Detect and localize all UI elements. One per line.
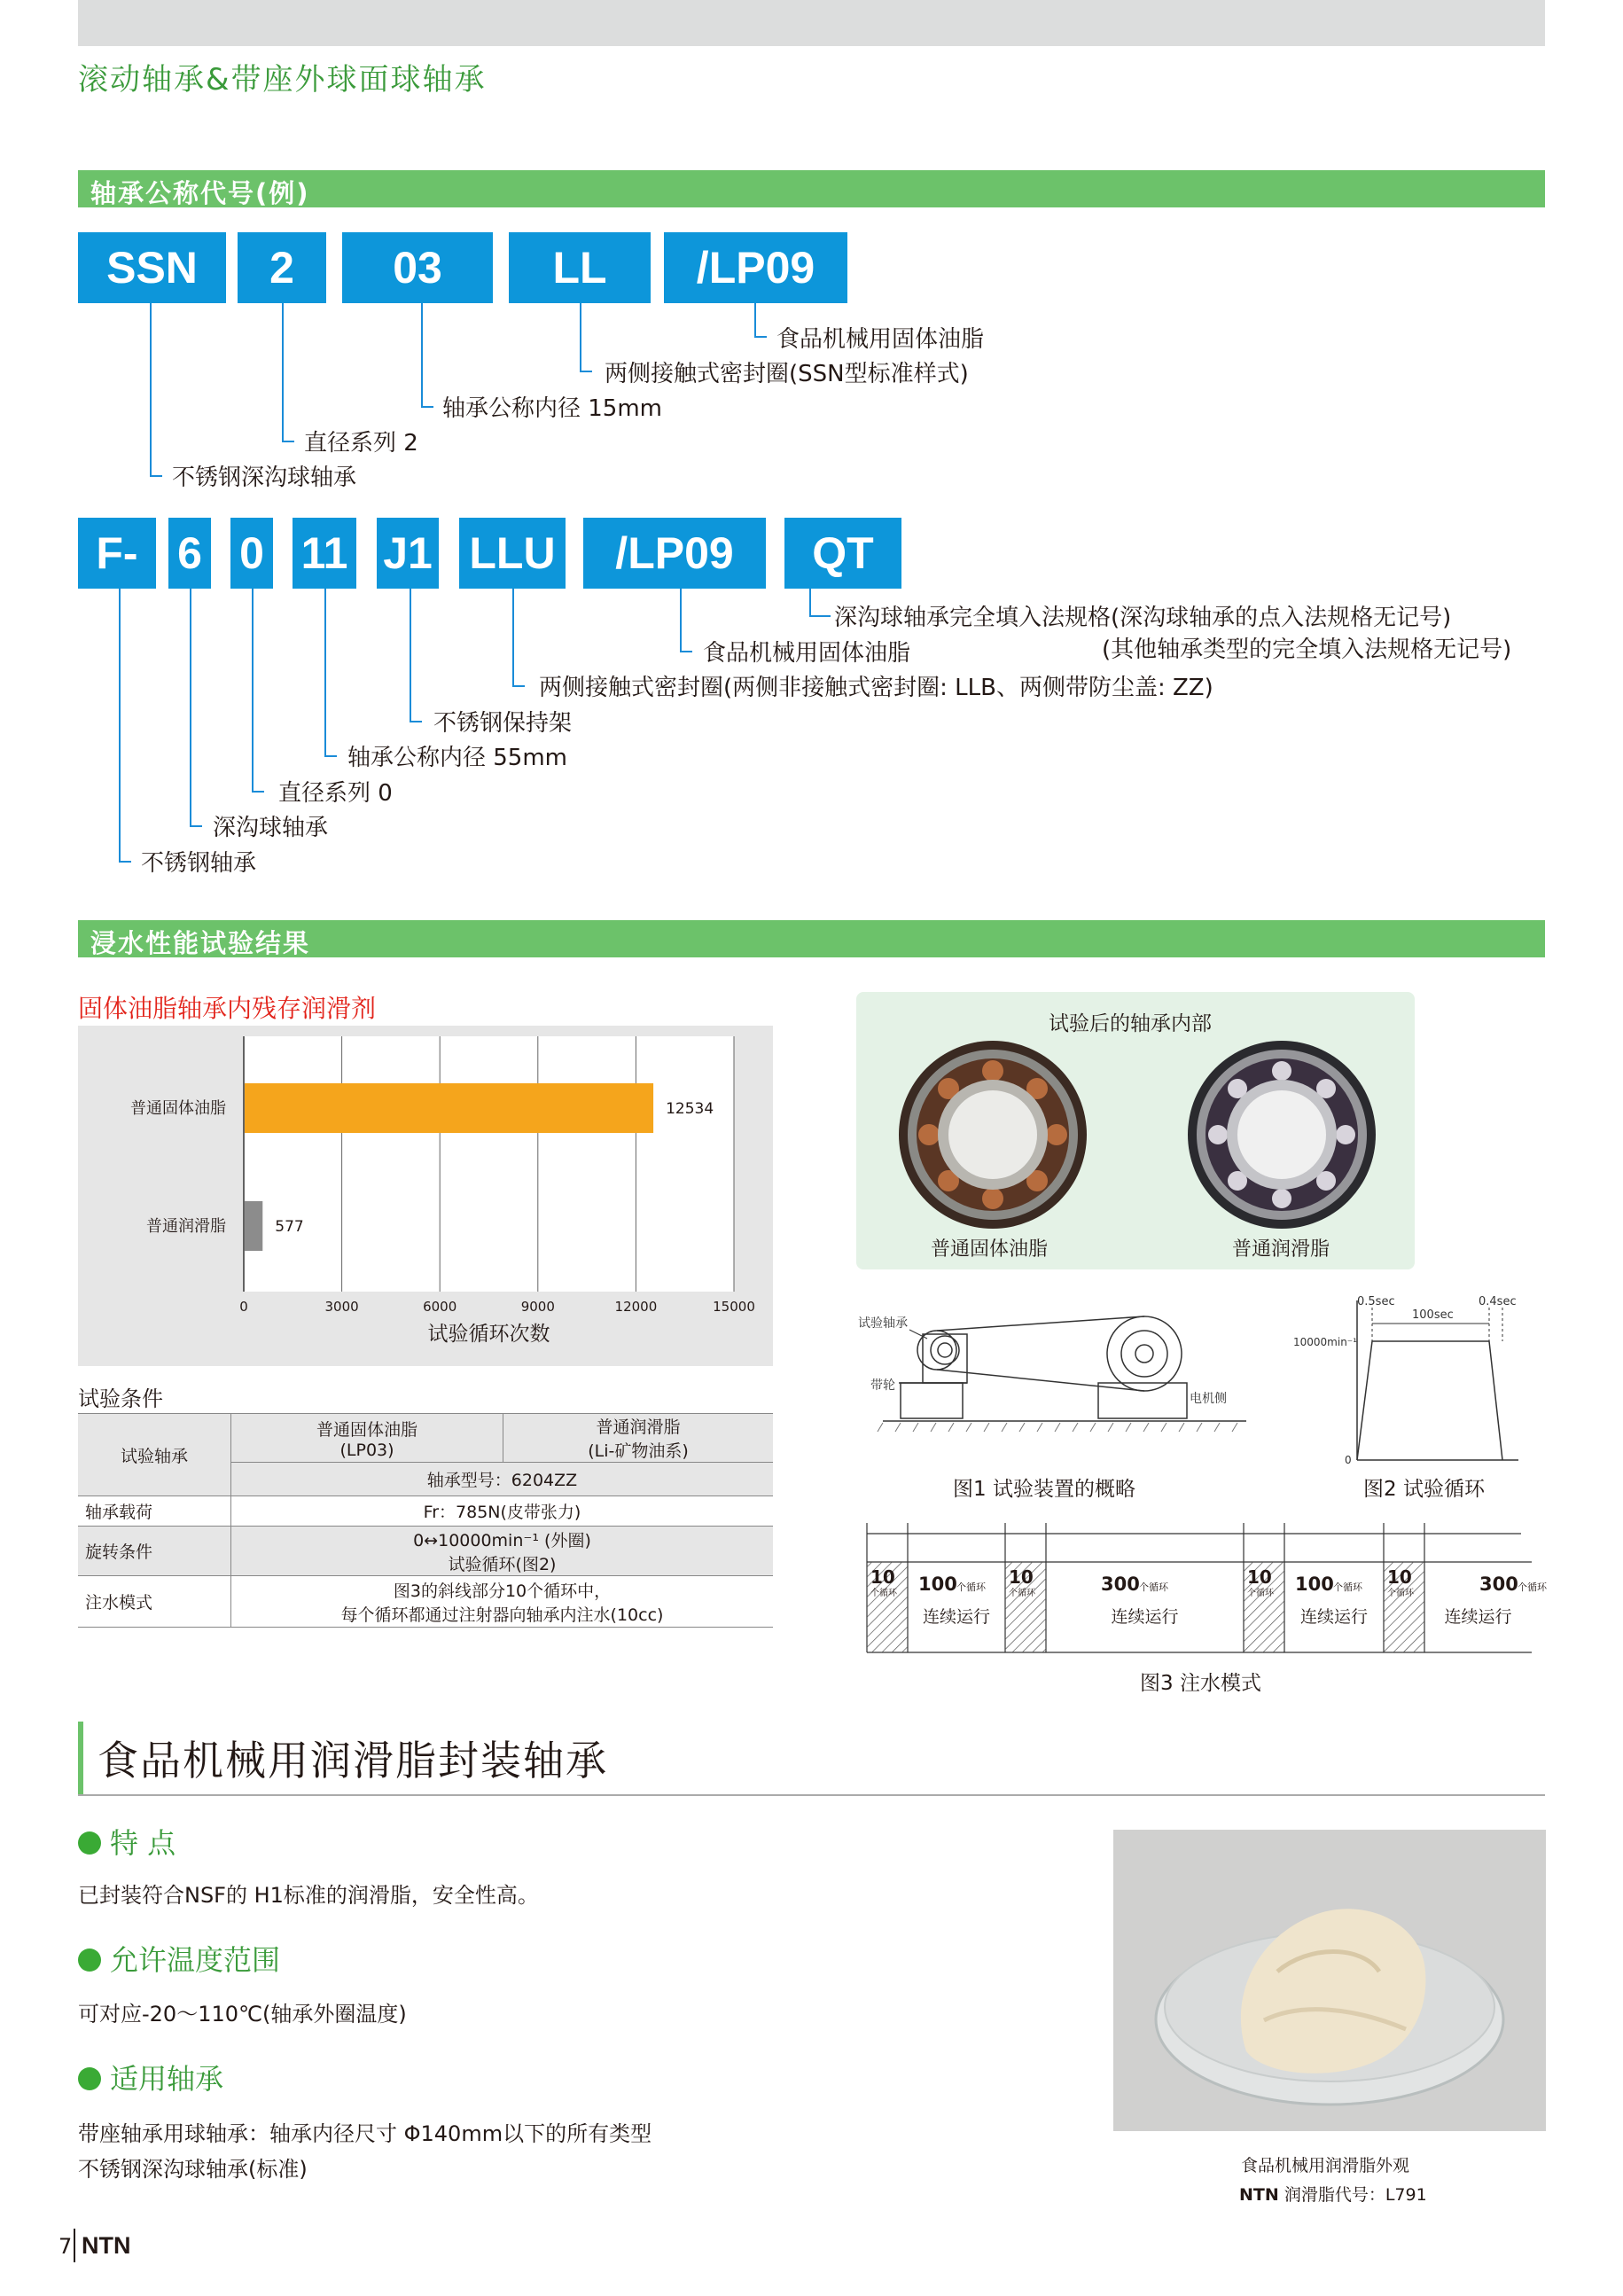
applicable-text-1: 带座轴承用球轴承：轴承内径尺寸 Φ140mm以下的所有类型 — [78, 2121, 652, 2146]
photo-caption-left: 普通固体油脂 — [931, 1238, 1049, 1261]
table-col2 — [503, 1414, 773, 1463]
bar — [245, 1201, 262, 1251]
leader-line — [410, 589, 411, 721]
fig2-zero: 0 — [1345, 1454, 1352, 1466]
block-desc: 连续运行 — [1111, 1607, 1179, 1627]
code-box: 03 — [342, 232, 493, 303]
label: 食品机械用固体油脂 — [703, 640, 911, 667]
label: 食品机械用固体油脂 — [776, 326, 985, 353]
label: 轴承公称内径 55mm — [347, 745, 568, 771]
col1-name: 普通固体油脂 — [316, 1419, 418, 1440]
fig2-caption: 图2 试验循环 — [1363, 1478, 1485, 1501]
row-value — [231, 1576, 774, 1628]
x-tick-label: 9000 — [520, 1299, 555, 1315]
leader-line — [119, 589, 121, 861]
block-count: 10 — [870, 1566, 895, 1588]
label: 直径系列 0 — [278, 780, 393, 807]
x-tick-label: 6000 — [423, 1299, 457, 1315]
label: 深沟球轴承 — [213, 815, 329, 841]
title-underline — [78, 1794, 1545, 1796]
bearing-photo-regular-grease — [1184, 1037, 1379, 1232]
block-count: 10 — [1387, 1566, 1412, 1588]
photo-caption-right: 普通润滑脂 — [1232, 1238, 1330, 1261]
label: 两侧接触式密封圈(SSN型标准样式) — [605, 361, 969, 387]
bearing-photo-solid-grease — [895, 1037, 1090, 1232]
feature-heading — [78, 1821, 176, 1862]
section-title: 浸水性能试验结果 — [90, 928, 311, 958]
row-value-line: 图3的斜线部分10个循环中， — [393, 1581, 612, 1601]
block-unit: 个循环 — [1333, 1581, 1362, 1593]
test-conditions-table — [78, 1413, 773, 1628]
block-count: 10 — [1009, 1566, 1034, 1588]
temp-heading — [78, 1938, 280, 1979]
leader-line — [190, 589, 191, 825]
top-bar — [78, 0, 1545, 46]
x-axis-label: 试验循环次数 — [427, 1323, 550, 1346]
category-title: 滚动轴承&带座外球面球轴承 — [78, 62, 487, 98]
code-box: SSN — [78, 232, 226, 303]
block-count: 100 — [1295, 1574, 1334, 1595]
leader-line — [252, 589, 254, 791]
row-value-line: 0↔10000min⁻¹ (外圈) — [413, 1530, 591, 1550]
code-box: QT — [784, 518, 901, 589]
section-bar-immersion — [78, 920, 1545, 957]
col2-sub: (Li-矿物油系) — [588, 1441, 689, 1461]
leader-line — [324, 755, 337, 757]
table-head-label: 试验轴承 — [78, 1414, 231, 1496]
leader-line — [410, 721, 422, 722]
leader-line — [119, 861, 131, 863]
code-box: J1 — [377, 518, 439, 589]
leader-line — [680, 589, 682, 651]
row-label: 旋转条件 — [78, 1527, 231, 1576]
feature-heading-text: 特 点 — [110, 1826, 176, 1860]
conditions-title: 试验条件 — [78, 1386, 163, 1411]
applicable-heading — [78, 2057, 223, 2097]
leader-line — [512, 685, 525, 687]
block-unit: 个循环 — [870, 1589, 897, 1598]
leader-line — [809, 615, 831, 617]
feature-text: 已封装符合NSF的 H1标准的润滑脂，安全性高。 — [78, 1883, 539, 1908]
code-box: /LP09 — [664, 232, 847, 303]
block-unit: 个循环 — [956, 1581, 986, 1593]
leader-line — [324, 589, 326, 755]
label: 不锈钢轴承 — [141, 850, 257, 877]
bar-category-label: 普通固体油脂 — [130, 1099, 226, 1118]
leader-line — [580, 303, 581, 371]
block-desc: 连续运行 — [1299, 1607, 1369, 1627]
page-number: 7 — [59, 2234, 73, 2259]
block-count: 100 — [918, 1574, 957, 1595]
row-label: 轴承载荷 — [78, 1496, 231, 1527]
row-value-line: 试验循环(图2) — [448, 1554, 557, 1574]
leader-line — [190, 825, 202, 827]
leader-line — [754, 303, 756, 336]
leader-line — [150, 303, 152, 475]
block-unit: 个循环 — [1139, 1581, 1168, 1593]
block-desc: 连续运行 — [1444, 1607, 1512, 1627]
fig2-t2: 100sec — [1412, 1308, 1454, 1322]
block-count: 300 — [1479, 1574, 1518, 1595]
grease-photo — [1113, 1830, 1546, 2131]
code-box: LL — [509, 232, 651, 303]
fig1-apparatus-diagram — [856, 1290, 1264, 1458]
label: 不锈钢保持架 — [433, 710, 573, 737]
fig2-t3: 0.4sec — [1479, 1295, 1517, 1308]
label: 不锈钢深沟球轴承 — [172, 465, 357, 491]
fig3-caption: 图3 注水模式 — [1140, 1672, 1261, 1695]
bullet-dot — [78, 1831, 101, 1855]
brand-text: NTN — [1239, 2185, 1279, 2205]
grease-code-text: 润滑脂代号：L791 — [1284, 2185, 1427, 2205]
temp-heading-text: 允许温度范围 — [110, 1943, 281, 1977]
leader-line — [809, 589, 811, 615]
bar — [245, 1083, 653, 1133]
code-box: LLU — [459, 518, 566, 589]
footer-divider — [74, 2229, 75, 2262]
leader-line — [421, 406, 433, 408]
block-unit: 个循环 — [1247, 1589, 1274, 1598]
x-tick-label: 12000 — [614, 1299, 658, 1315]
code-box: 2 — [238, 232, 326, 303]
row-value: Fr：785N(皮带张力) — [231, 1496, 774, 1527]
code-box: 6 — [168, 518, 211, 589]
row-value — [231, 1527, 774, 1576]
title-accent-bar — [78, 1722, 83, 1794]
leader-line — [282, 441, 294, 442]
block-unit: 个循环 — [1387, 1589, 1414, 1598]
fig2-t1: 0.5sec — [1357, 1295, 1395, 1308]
bullet-dot — [78, 1948, 101, 1972]
leader-line — [680, 651, 692, 652]
leader-line — [754, 336, 767, 338]
col1-sub: (LP03) — [339, 1440, 394, 1460]
temp-text: 可对应-20～110℃(轴承外圈温度) — [78, 2002, 407, 2027]
bar-category-label: 普通润滑脂 — [146, 1217, 226, 1236]
residual-lubricant-chart — [78, 1026, 773, 1366]
applicable-heading-text: 适用轴承 — [110, 2062, 224, 2096]
section-title: 轴承公称代号(例) — [90, 178, 310, 208]
label: 两侧接触式密封圈(两侧非接触式密封圈: LLB、两侧带防尘盖: ZZ) — [539, 675, 1213, 701]
photo-caption-2 — [1239, 2182, 1427, 2206]
leader-line — [282, 303, 284, 441]
leader-line — [150, 475, 162, 477]
label: 轴承公称内径 15mm — [442, 395, 663, 422]
block-desc: 连续运行 — [922, 1607, 991, 1627]
leader-line — [580, 371, 592, 372]
chart-title: 固体油脂轴承内残存润滑剂 — [78, 994, 377, 1023]
fig1-label-pulley: 带轮 — [870, 1378, 895, 1393]
x-tick-label: 15000 — [713, 1299, 755, 1315]
block-unit: 个循环 — [1009, 1589, 1035, 1598]
leader-line — [512, 589, 514, 685]
applicable-text-2: 不锈钢深沟球轴承(标准) — [78, 2157, 308, 2182]
product-title: 食品机械用润滑脂封装轴承 — [98, 1737, 608, 1784]
block-unit: 个循环 — [1518, 1581, 1547, 1593]
section-bar-designation — [78, 170, 1545, 207]
label: 深沟球轴承完全填入法规格(深沟球轴承的点入法规格无记号) — [834, 605, 1452, 631]
x-tick-label: 0 — [239, 1299, 248, 1315]
bar-value-label: 12534 — [666, 1100, 714, 1118]
col2-name: 普通润滑脂 — [596, 1417, 681, 1437]
fig2-speed: 10000min⁻¹ — [1293, 1336, 1357, 1348]
code-box: F- — [78, 518, 156, 589]
block-count: 300 — [1101, 1574, 1140, 1595]
photo-caption-1: 食品机械用润滑脂外观 — [1241, 2156, 1410, 2175]
row-label: 注水模式 — [78, 1576, 231, 1628]
fig2-cycle-diagram — [1290, 1290, 1520, 1467]
leader-line — [421, 303, 423, 406]
table-col1 — [231, 1414, 503, 1463]
code-box: 0 — [230, 518, 273, 589]
label: 直径系列 2 — [304, 430, 418, 457]
fig3-injection-diagram — [856, 1507, 1547, 1660]
plot-area — [244, 1036, 734, 1292]
photo-panel-title: 试验后的轴承内部 — [1049, 1012, 1212, 1035]
label: (其他轴承类型的完全填入法规格无记号) — [1102, 636, 1512, 663]
code-box: 11 — [293, 518, 356, 589]
fig1-label-bearing: 试验轴承 — [858, 1316, 908, 1331]
bullet-dot — [78, 2067, 101, 2090]
leader-line — [252, 791, 264, 793]
footer-brand-logo: NTN — [82, 2232, 131, 2259]
fig1-caption: 图1 试验装置的概略 — [953, 1478, 1135, 1501]
code-box: /LP09 — [583, 518, 766, 589]
x-tick-label: 3000 — [324, 1299, 359, 1315]
bar-value-label: 577 — [275, 1218, 304, 1236]
row-value-line: 每个循环都通过注射器向轴承内注水(10cc) — [340, 1605, 664, 1625]
table-model: 轴承型号：6204ZZ — [231, 1463, 774, 1496]
fig1-label-motor: 电机侧 — [1190, 1392, 1227, 1406]
block-count: 10 — [1247, 1566, 1272, 1588]
